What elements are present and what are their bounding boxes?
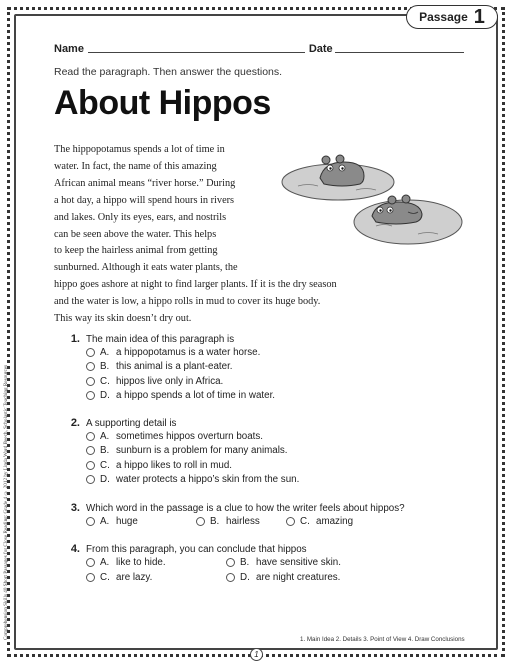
page-title: About Hippos xyxy=(54,84,271,122)
radio-button[interactable] xyxy=(286,517,295,526)
radio-button[interactable] xyxy=(86,446,95,455)
question-text: A supporting detail is xyxy=(86,418,177,429)
option-text: amazing xyxy=(316,516,354,527)
radio-button[interactable] xyxy=(86,558,95,567)
option-text: a hippopotamus is a water horse. xyxy=(116,346,261,358)
answer-option[interactable] xyxy=(66,360,476,375)
radio-button[interactable] xyxy=(196,517,205,526)
radio-button[interactable] xyxy=(226,558,235,567)
answer-option[interactable] xyxy=(86,516,196,527)
paragraph-line: sunburned. Although it eats water plants, the xyxy=(54,262,238,274)
option-letter: B. xyxy=(100,361,110,373)
passage-label: Passage xyxy=(419,10,468,24)
question-1 xyxy=(66,333,476,405)
name-label: Name xyxy=(54,43,84,55)
option-letter: D. xyxy=(240,572,250,583)
answer-option[interactable] xyxy=(66,374,476,389)
option-text: are lazy. xyxy=(116,572,153,583)
option-letter: A. xyxy=(100,557,110,568)
option-text: this animal is a plant-eater. xyxy=(116,361,233,373)
question-text: Which word in the passage is a clue to how the writer feels about hippos? xyxy=(86,503,405,514)
option-text: water protects a hippo’s skin from the sun. xyxy=(116,474,300,486)
radio-button[interactable] xyxy=(86,461,95,470)
paragraph-line: and lakes. Only its eyes, ears, and nostrils xyxy=(54,211,227,223)
paragraph-line: This way its skin doesn’t dry out. xyxy=(54,313,192,325)
question-number: 3. xyxy=(70,502,80,514)
copyright-credit: Comprehension Skills 40 Short Passages for Close Reading: Grade 4 © 2012 by Linda Ward Beech, Scholastic Teaching Resources xyxy=(3,364,9,640)
option-letter: A. xyxy=(100,430,110,442)
option-text: a hippo spends a lot of time in water. xyxy=(116,390,276,402)
answer-option[interactable] xyxy=(286,516,353,527)
option-text: sometimes hippos overturn boats. xyxy=(116,430,264,442)
radio-button[interactable] xyxy=(86,348,95,357)
passage-number: 1 xyxy=(473,6,485,28)
question-text: From this paragraph, you can conclude that hippos xyxy=(86,544,307,555)
option-text: huge xyxy=(116,516,138,527)
option-text: have sensitive skin. xyxy=(256,557,341,568)
skills-legend: 1. Main Idea 2. Details 3. Point of View 4. Draw Conclusions xyxy=(300,636,465,643)
answer-option[interactable] xyxy=(66,444,476,459)
answer-option[interactable] xyxy=(226,572,340,583)
option-letter: C. xyxy=(100,572,110,583)
option-letter: B. xyxy=(240,557,250,568)
question-number: 1. xyxy=(70,333,80,345)
answer-option[interactable] xyxy=(66,473,476,488)
paragraph-line: a hot day, a hippo will spend hours in rivers xyxy=(54,194,235,206)
hippo-illustration xyxy=(268,146,464,250)
option-letter: C. xyxy=(300,516,310,527)
radio-button[interactable] xyxy=(226,573,235,582)
option-letter: D. xyxy=(100,390,110,402)
question-number: 4. xyxy=(70,543,80,555)
radio-button[interactable] xyxy=(86,377,95,386)
name-date-line xyxy=(54,43,464,55)
radio-button[interactable] xyxy=(86,362,95,371)
date-label: Date xyxy=(308,43,333,55)
option-text: a hippo likes to roll in mud. xyxy=(116,459,232,471)
answer-option[interactable] xyxy=(66,429,476,444)
paragraph-line: can be seen above the water. This helps xyxy=(54,228,217,240)
date-field[interactable] xyxy=(335,52,464,53)
radio-button[interactable] xyxy=(86,475,95,484)
option-letter: B. xyxy=(100,445,110,457)
option-text: are night creatures. xyxy=(256,572,341,583)
radio-button[interactable] xyxy=(86,391,95,400)
option-text: like to hide. xyxy=(116,557,166,568)
radio-button[interactable] xyxy=(86,573,95,582)
questions xyxy=(66,333,476,585)
answer-option[interactable] xyxy=(66,389,476,404)
paragraph-line: to keep the hairless animal from getting xyxy=(54,245,218,257)
option-letter: A. xyxy=(100,516,110,527)
option-text: hairless xyxy=(226,516,260,527)
paragraph-line: hippo goes ashore at night to find larger plants. If it is the dry season xyxy=(54,279,337,291)
instructions: Read the paragraph. Then answer the questions. xyxy=(54,66,283,78)
paragraph-line: and the water is low, a hippo rolls in mud to cover its huge body. xyxy=(54,296,321,308)
answer-option[interactable] xyxy=(226,557,341,568)
passage-tab xyxy=(406,5,498,29)
name-field[interactable] xyxy=(88,52,305,53)
question-3 xyxy=(66,493,476,533)
paragraph-line: The hippopotamus spends a lot of time in xyxy=(54,144,225,155)
answer-option[interactable] xyxy=(66,345,476,360)
option-letter: B. xyxy=(210,516,220,527)
answer-option[interactable] xyxy=(86,557,226,568)
question-number: 2. xyxy=(70,417,80,429)
page-number: 1 xyxy=(250,648,263,661)
option-letter: C. xyxy=(100,375,110,387)
question-2 xyxy=(66,405,476,493)
question-4 xyxy=(66,533,476,585)
question-text: The main idea of this paragraph is xyxy=(86,334,235,345)
option-text: sunburn is a problem for many animals. xyxy=(116,445,288,457)
answer-option[interactable] xyxy=(66,458,476,473)
answer-option[interactable] xyxy=(196,516,286,527)
option-text: hippos live only in Africa. xyxy=(116,375,224,387)
option-letter: A. xyxy=(100,346,110,358)
option-letter: C. xyxy=(100,459,110,471)
paragraph-line: water. In fact, the name of this amazing xyxy=(54,160,217,172)
radio-button[interactable] xyxy=(86,432,95,441)
radio-button[interactable] xyxy=(86,517,95,526)
option-letter: D. xyxy=(100,474,110,486)
answer-option[interactable] xyxy=(86,572,226,583)
paragraph-line: African animal means “river horse.” During xyxy=(54,177,236,189)
